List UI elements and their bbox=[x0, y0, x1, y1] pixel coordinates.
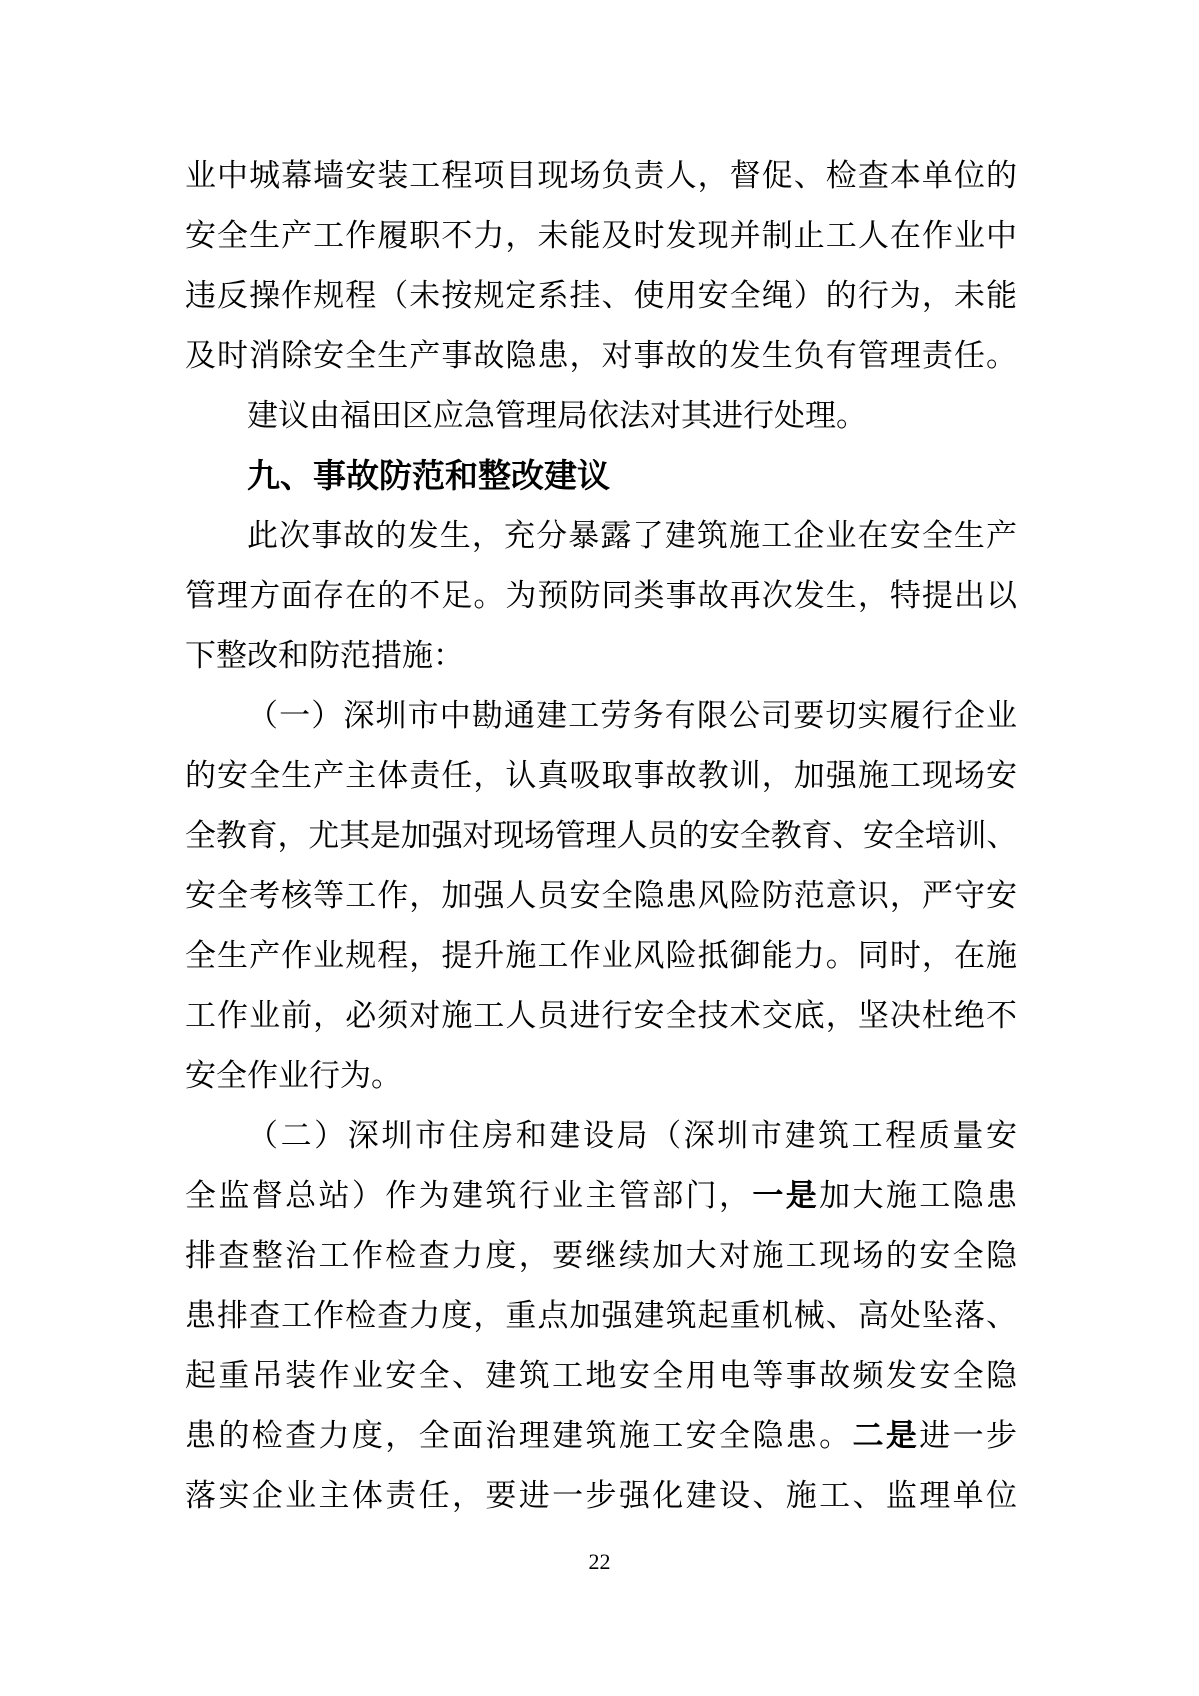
text-run: 建议由福田区应急管理局依法对其进行处理。 bbox=[247, 398, 867, 433]
text-line bbox=[185, 506, 1017, 566]
text-run: 患排查工作检查力度，重点加强建筑起重机械、高处坠落、 bbox=[185, 1298, 1017, 1333]
document-text-block bbox=[185, 146, 1017, 1526]
text-line bbox=[185, 1466, 1017, 1526]
text-run: 此次事故的发生，充分暴露了建筑施工企业在安全生产 bbox=[247, 518, 1017, 553]
text-run: 患的检查力度，全面治理建筑施工安全隐患。 bbox=[185, 1418, 853, 1453]
text-run: 全监督总站）作为建筑行业主管部门， bbox=[185, 1178, 753, 1213]
text-run: 安全作业行为。 bbox=[185, 1058, 402, 1093]
text-run: （一）深圳市中勘通建工劳务有限公司要切实履行企业 bbox=[247, 698, 1017, 733]
bold-text-run: 二是 bbox=[852, 1418, 920, 1453]
bold-text-run: 一是 bbox=[752, 1178, 820, 1213]
text-run: 及时消除安全生产事故隐患，对事故的发生负有管理责任。 bbox=[185, 338, 1017, 373]
text-line bbox=[185, 806, 1017, 866]
text-line bbox=[185, 626, 1017, 686]
text-run: 工作业前，必须对施工人员进行安全技术交底，坚决杜绝不 bbox=[185, 998, 1017, 1033]
text-line bbox=[185, 566, 1017, 626]
text-run: 下整改和防范措施： bbox=[185, 638, 464, 673]
text-run: 业中城幕墙安装工程项目现场负责人，督促、检查本单位的 bbox=[185, 158, 1017, 193]
text-line bbox=[185, 1406, 1017, 1466]
text-line bbox=[185, 1166, 1017, 1226]
text-run: 安全生产工作履职不力，未能及时发现并制止工人在作业中 bbox=[185, 218, 1017, 253]
text-line bbox=[185, 1046, 1017, 1106]
text-line bbox=[185, 986, 1017, 1046]
text-line bbox=[185, 266, 1017, 326]
text-line bbox=[185, 686, 1017, 746]
text-line bbox=[185, 1286, 1017, 1346]
text-run: （二）深圳市住房和建设局（深圳市建筑工程质量安 bbox=[247, 1118, 1017, 1153]
text-line bbox=[185, 146, 1017, 206]
text-run: 安全考核等工作，加强人员安全隐患风险防范意识，严守安 bbox=[185, 878, 1017, 913]
text-run: 排查整治工作检查力度，要继续加大对施工现场的安全隐 bbox=[185, 1238, 1017, 1273]
text-run: 全生产作业规程，提升施工作业风险抵御能力。同时，在施 bbox=[185, 938, 1017, 973]
text-run: 违反操作规程（未按规定系挂、使用安全绳）的行为，未能 bbox=[185, 278, 1017, 313]
text-run: 落实企业主体责任，要进一步强化建设、施工、监理单位 bbox=[185, 1478, 1017, 1513]
text-line bbox=[185, 326, 1017, 386]
text-line bbox=[185, 1226, 1017, 1286]
text-line bbox=[185, 1346, 1017, 1406]
section-heading bbox=[185, 446, 1017, 506]
page-number: 22 bbox=[588, 1549, 611, 1574]
text-run: 加大施工隐患 bbox=[819, 1178, 1017, 1213]
text-run: 进一步 bbox=[919, 1418, 1017, 1453]
text-run: 起重吊装作业安全、建筑工地安全用电等事故频发安全隐 bbox=[185, 1358, 1017, 1393]
text-line bbox=[185, 386, 1017, 446]
text-line bbox=[185, 1106, 1017, 1166]
text-line bbox=[185, 746, 1017, 806]
text-line bbox=[185, 926, 1017, 986]
text-line bbox=[185, 866, 1017, 926]
text-run: 的安全生产主体责任，认真吸取事故教训，加强施工现场安 bbox=[185, 758, 1017, 793]
text-run: 管理方面存在的不足。为预防同类事故再次发生，特提出以 bbox=[185, 578, 1017, 613]
text-run: 九、事故防范和整改建议 bbox=[247, 457, 610, 494]
text-run: 全教育，尤其是加强对现场管理人员的安全教育、安全培训、 bbox=[185, 818, 1017, 853]
text-line bbox=[185, 206, 1017, 266]
